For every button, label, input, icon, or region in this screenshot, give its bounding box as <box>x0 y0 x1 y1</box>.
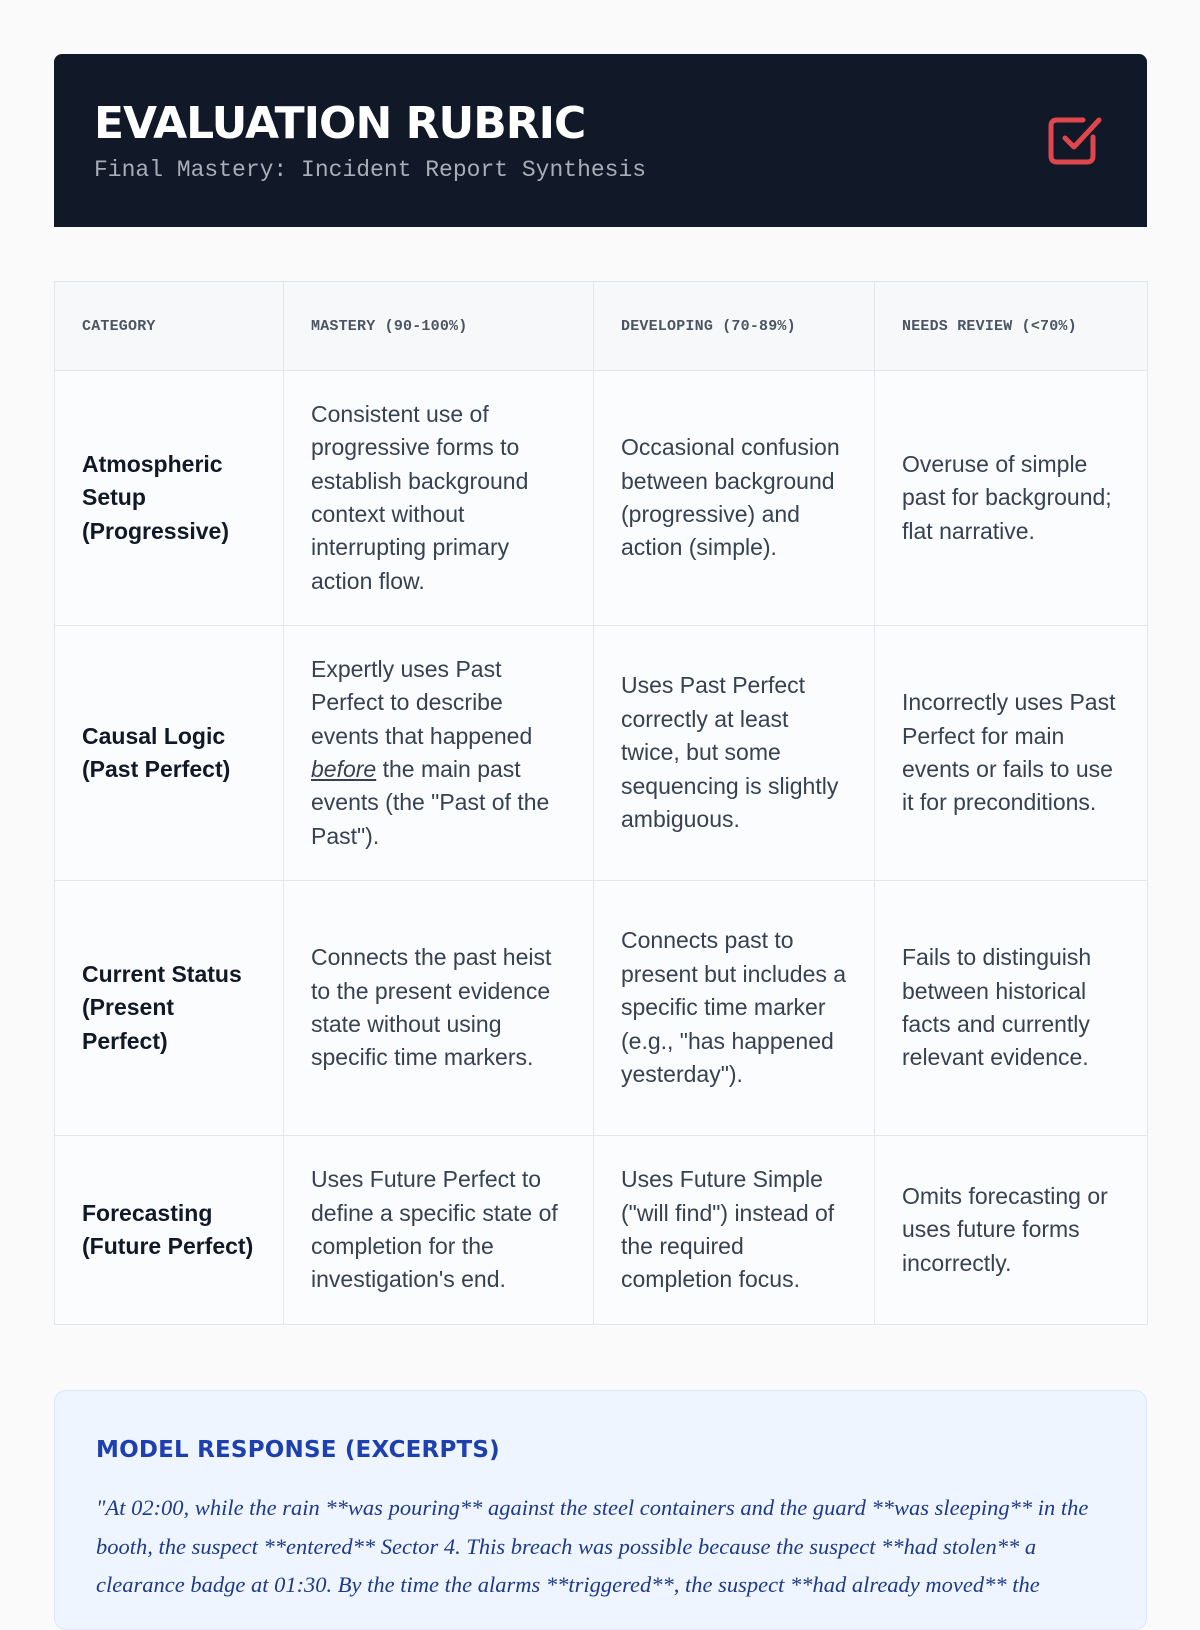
table-row <box>55 371 1148 626</box>
mastery-text-end: the main past events (the "Past of the Past"). <box>311 756 550 849</box>
column-header-needs-review: NEEDS REVIEW (<70%) <box>875 282 1148 371</box>
needs-review-cell: Omits forecasting or uses future forms incorrectly. <box>875 1136 1148 1325</box>
mastery-cell: Consistent use of progressive forms to establish background context without interrupting primary action flow. <box>284 371 594 626</box>
column-header-category: CATEGORY <box>55 282 284 371</box>
needs-review-cell: Overuse of simple past for background; flat narrative. <box>875 371 1148 626</box>
table-row <box>55 1136 1148 1325</box>
needs-review-cell: Fails to distinguish between historical facts and currently relevant evidence. <box>875 881 1148 1136</box>
page-title: EVALUATION RUBRIC <box>94 98 586 149</box>
developing-cell: Connects past to present but includes a specific time marker (e.g., "has happened yesterday"). <box>594 881 875 1136</box>
table-row <box>55 881 1148 1136</box>
category-cell: Causal Logic (Past Perfect) <box>55 626 284 881</box>
table-row <box>55 626 1148 881</box>
rubric-header-row <box>55 282 1148 371</box>
developing-cell: Uses Past Perfect correctly at least twice, but some sequencing is slightly ambiguous. <box>594 626 875 881</box>
emphasis-text: before <box>311 756 377 782</box>
category-cell: Forecasting (Future Perfect) <box>55 1136 284 1325</box>
mastery-text-start: Expertly uses Past Perfect to describe events that happened <box>311 655 533 749</box>
page-subtitle: Final Mastery: Incident Report Synthesis <box>94 157 647 183</box>
model-response-excerpt: "At 02:00, while the rain **was pouring** against the steel containers and the guard **was sleeping** in the booth, the suspect **entered** Sector 4. This breach was possible because the suspect **had stolen** a clearance badge at 01:30. By the time the alarms **triggered**, the suspect **had already moved** the <box>96 1495 1089 1597</box>
category-cell: Atmospheric Setup (Progressive) <box>55 371 284 626</box>
mastery-cell: Connects the past heist to the present evidence state without using specific time markers. <box>284 881 594 1136</box>
needs-review-cell: Incorrectly uses Past Perfect for main events or fails to use it for preconditions. <box>875 626 1148 881</box>
category-cell: Current Status (Present Perfect) <box>55 881 284 1136</box>
column-header-developing: DEVELOPING (70-89%) <box>594 282 875 371</box>
mastery-cell <box>284 626 594 881</box>
model-response-panel <box>54 1390 1147 1630</box>
rubric-table <box>54 281 1148 1325</box>
mastery-cell: Uses Future Perfect to define a specific state of completion for the investigation's end. <box>284 1136 594 1325</box>
developing-cell: Uses Future Simple ("will find") instead of the required completion focus. <box>594 1136 875 1325</box>
developing-cell: Occasional confusion between background (progressive) and action (simple). <box>594 371 875 626</box>
checkbox-checked-icon <box>1043 106 1107 170</box>
header-banner <box>54 54 1147 227</box>
model-response-heading: MODEL RESPONSE (EXCERPTS) <box>96 1437 500 1463</box>
column-header-mastery: MASTERY (90-100%) <box>284 282 594 371</box>
